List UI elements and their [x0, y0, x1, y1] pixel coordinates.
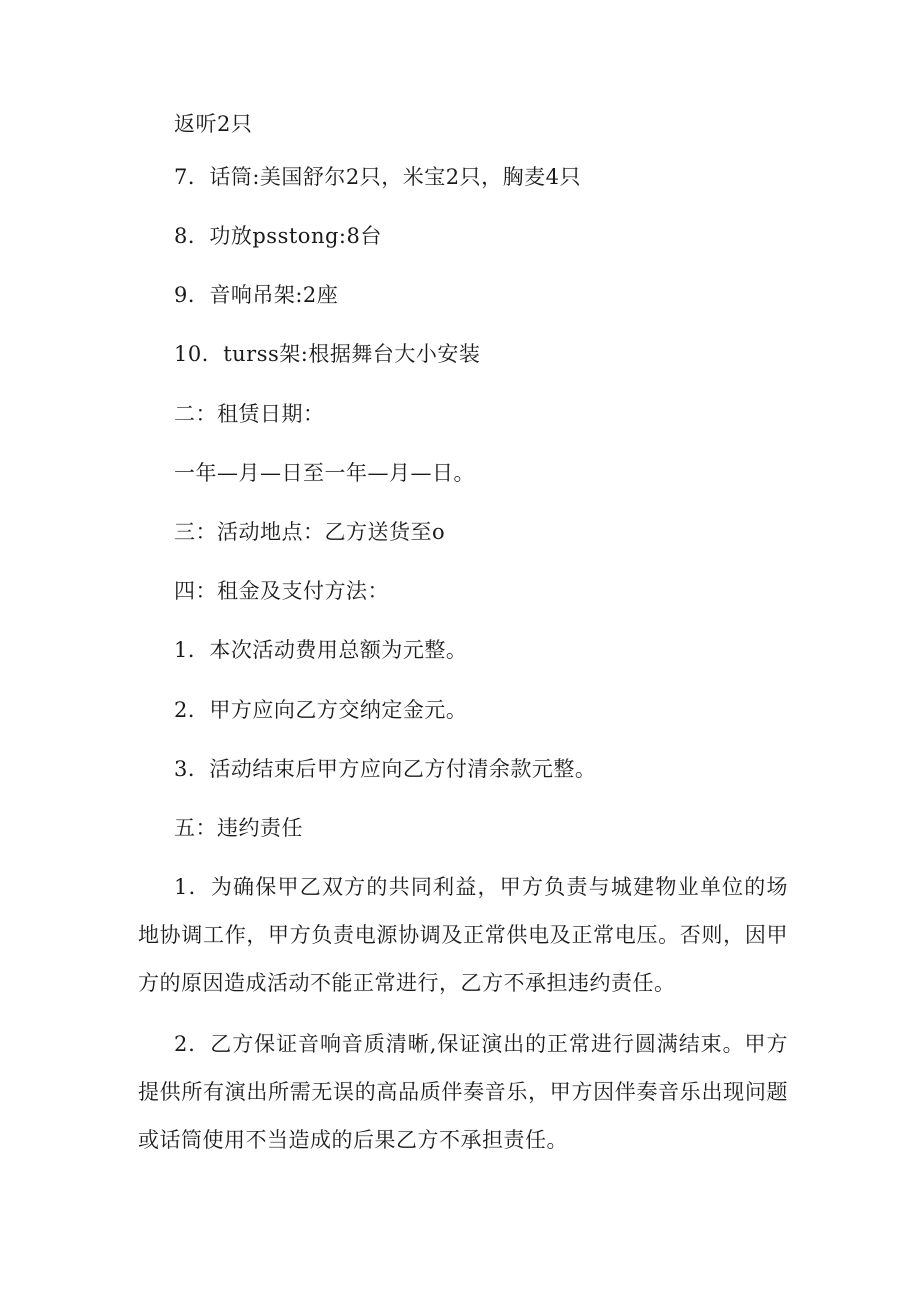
section-heading-venue: 三：活动地点：乙方送货至o: [174, 520, 446, 544]
list-item-microphones: 7．话筒:美国舒尔2只，米宝2只，胸麦4只: [174, 165, 582, 189]
list-item-total-fee: 1．本次活动费用总额为元整。: [174, 638, 468, 662]
list-item-truss: 10．turss架:根据舞台大小安装: [174, 342, 481, 366]
list-item-deposit: 2．甲方应向乙方交纳定金元。: [174, 698, 468, 722]
section-heading-rental-date: 二：租赁日期：: [174, 402, 325, 426]
list-item-amplifiers: 8．功放psstong:8台: [174, 224, 382, 248]
text-line-monitor-speakers: 返听2只: [174, 112, 253, 136]
paragraph-liability-1: 1．为确保甲乙双方的共同利益，甲方负责与城建物业单位的场地协调工作，甲方负责电源协调及正常供电及正常电压。否则，因甲方的原因造成活动不能正常进行，乙方不承担违约责任。: [138, 875, 788, 995]
list-item-balance: 3．活动结束后甲方应向乙方付清余款元整。: [174, 757, 597, 781]
list-item-speaker-hangers: 9．音响吊架:2座: [174, 283, 339, 307]
text-line-rental-date: 一年—月—日至一年—月—日。: [174, 461, 475, 485]
section-heading-liability: 五：违约责任: [174, 816, 303, 840]
section-heading-payment: 四：租金及支付方法：: [174, 579, 389, 603]
paragraph-liability-2: 2．乙方保证音响音质清晰,保证演出的正常进行圆满结束。甲方提供所有演出所需无误的高品质伴奏音乐，甲方因伴奏音乐出现问题或话筒使用不当造成的后果乙方不承担责任。: [138, 1032, 788, 1152]
